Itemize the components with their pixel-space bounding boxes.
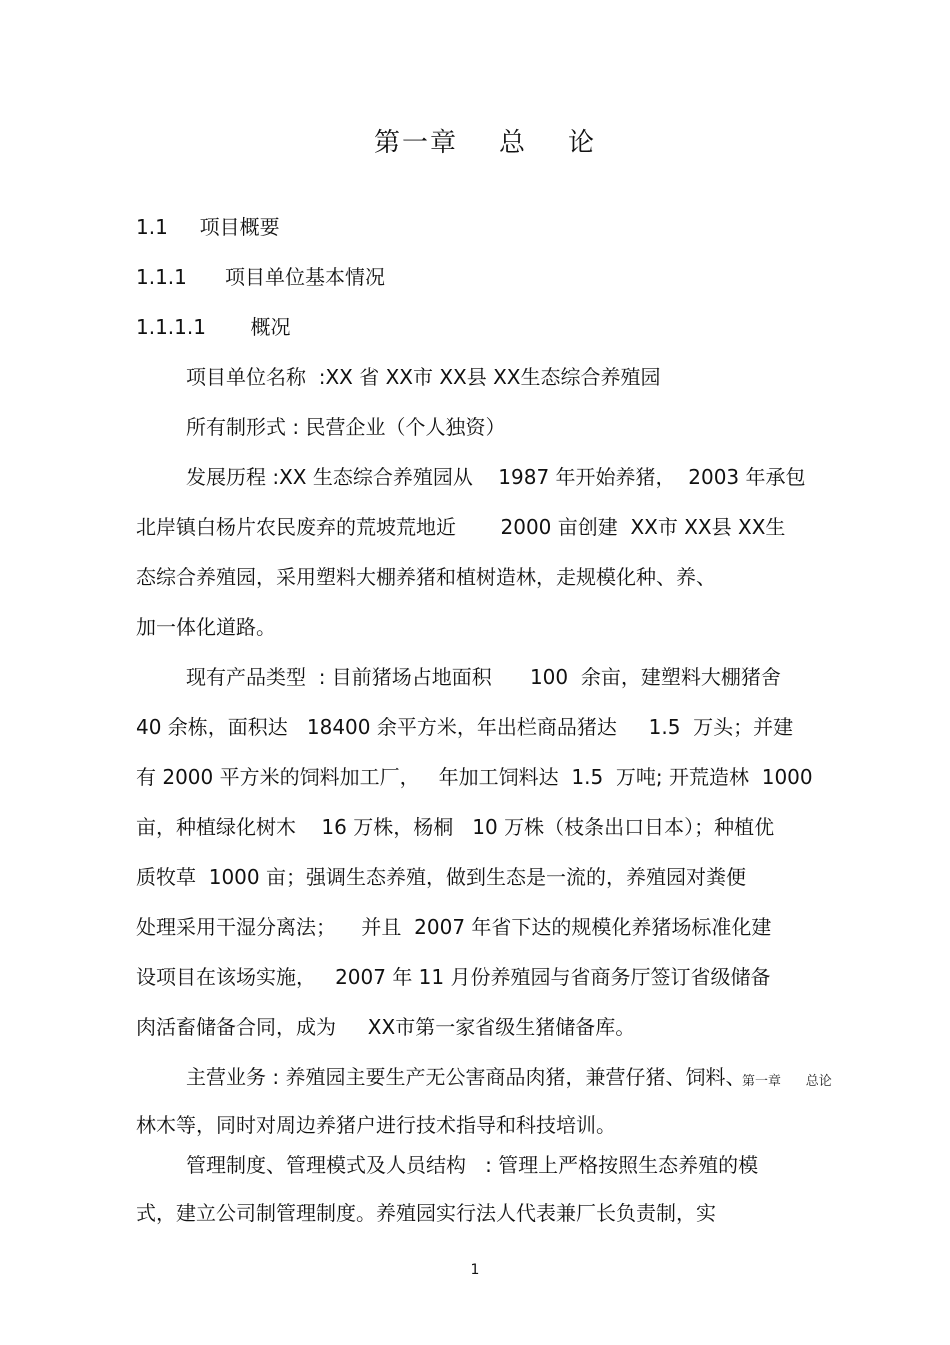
body-line-products-5: 质牧草 1000 亩；强调生态养殖，做到生态是一流的，养殖园对粪便 xyxy=(136,865,746,889)
body-line-history-3: 态综合养殖园，采用塑料大棚养猪和植树造林，走规模化种、养、 xyxy=(136,565,716,589)
body-line-products-3: 有 2000 平方米的饲料加工厂， 年加工饲料达 1.5 万吨; 开荒造林 1000 xyxy=(136,765,813,789)
body-line-management-1: 管理制度、管理模式及人员结构 : 管理上严格按照生态养殖的模 xyxy=(186,1153,759,1177)
body-line-history-1: 发展历程 :XX 生态综合养殖园从 1987 年开始养猪， 2003 年承包 xyxy=(186,465,806,489)
body-line-products-6: 处理采用干湿分离法； 并且 2007 年省下达的规模化养猪场标准化建 xyxy=(136,915,772,939)
section-heading-1-1-1-1: 1.1.1.1 概况 xyxy=(136,315,291,339)
chapter-title: 第一章 总 论 xyxy=(373,128,597,158)
body-line-products-7: 设项目在该场实施， 2007 年 11 月份养殖园与省商务厅签订省级储备 xyxy=(136,965,771,989)
body-line-history-2: 北岸镇白杨片农民废弃的荒坡荒地近 2000 亩创建 XX市 XX县 XX生 xyxy=(136,515,786,539)
body-line-products-2: 40 余栋，面积达 18400 余平方米，年出栏商品猪达 1.5 万头；并建 xyxy=(136,715,794,739)
body-line-unit-name: 项目单位名称 :XX 省 XX市 XX县 XX生态综合养殖园 xyxy=(186,365,661,389)
body-line-management-2: 式，建立公司制管理制度。养殖园实行法人代表兼厂长负责制，实 xyxy=(136,1201,716,1225)
body-line-business-1: 主营业务 : 养殖园主要生产无公害商品肉猪，兼营仔猪、饲料、 xyxy=(186,1065,746,1089)
body-line-business-2: 林木等，同时对周边养猪户进行技术指导和科技培训。 xyxy=(136,1113,616,1137)
section-heading-1-1-1: 1.1.1 项目单位基本情况 xyxy=(136,265,386,289)
body-line-products-1: 现有产品类型 : 目前猪场占地面积 100 余亩，建塑料大棚猪舍 xyxy=(186,665,781,689)
body-line-history-4: 加一体化道路。 xyxy=(136,615,276,639)
body-line-products-4: 亩，种植绿化树木 16 万株，杨桐 10 万株（枝条出口日本）；种植优 xyxy=(136,815,775,839)
section-heading-1-1: 1.1 项目概要 xyxy=(136,215,280,239)
body-line-ownership: 所有制形式 : 民营企业（个人独资） xyxy=(186,415,506,439)
body-line-products-8: 肉活畜储备合同，成为 XX市第一家省级生猪储备库。 xyxy=(136,1015,636,1039)
page-number: 1 xyxy=(470,1262,480,1278)
running-header-mark: 第一章 总论 xyxy=(742,1074,832,1089)
